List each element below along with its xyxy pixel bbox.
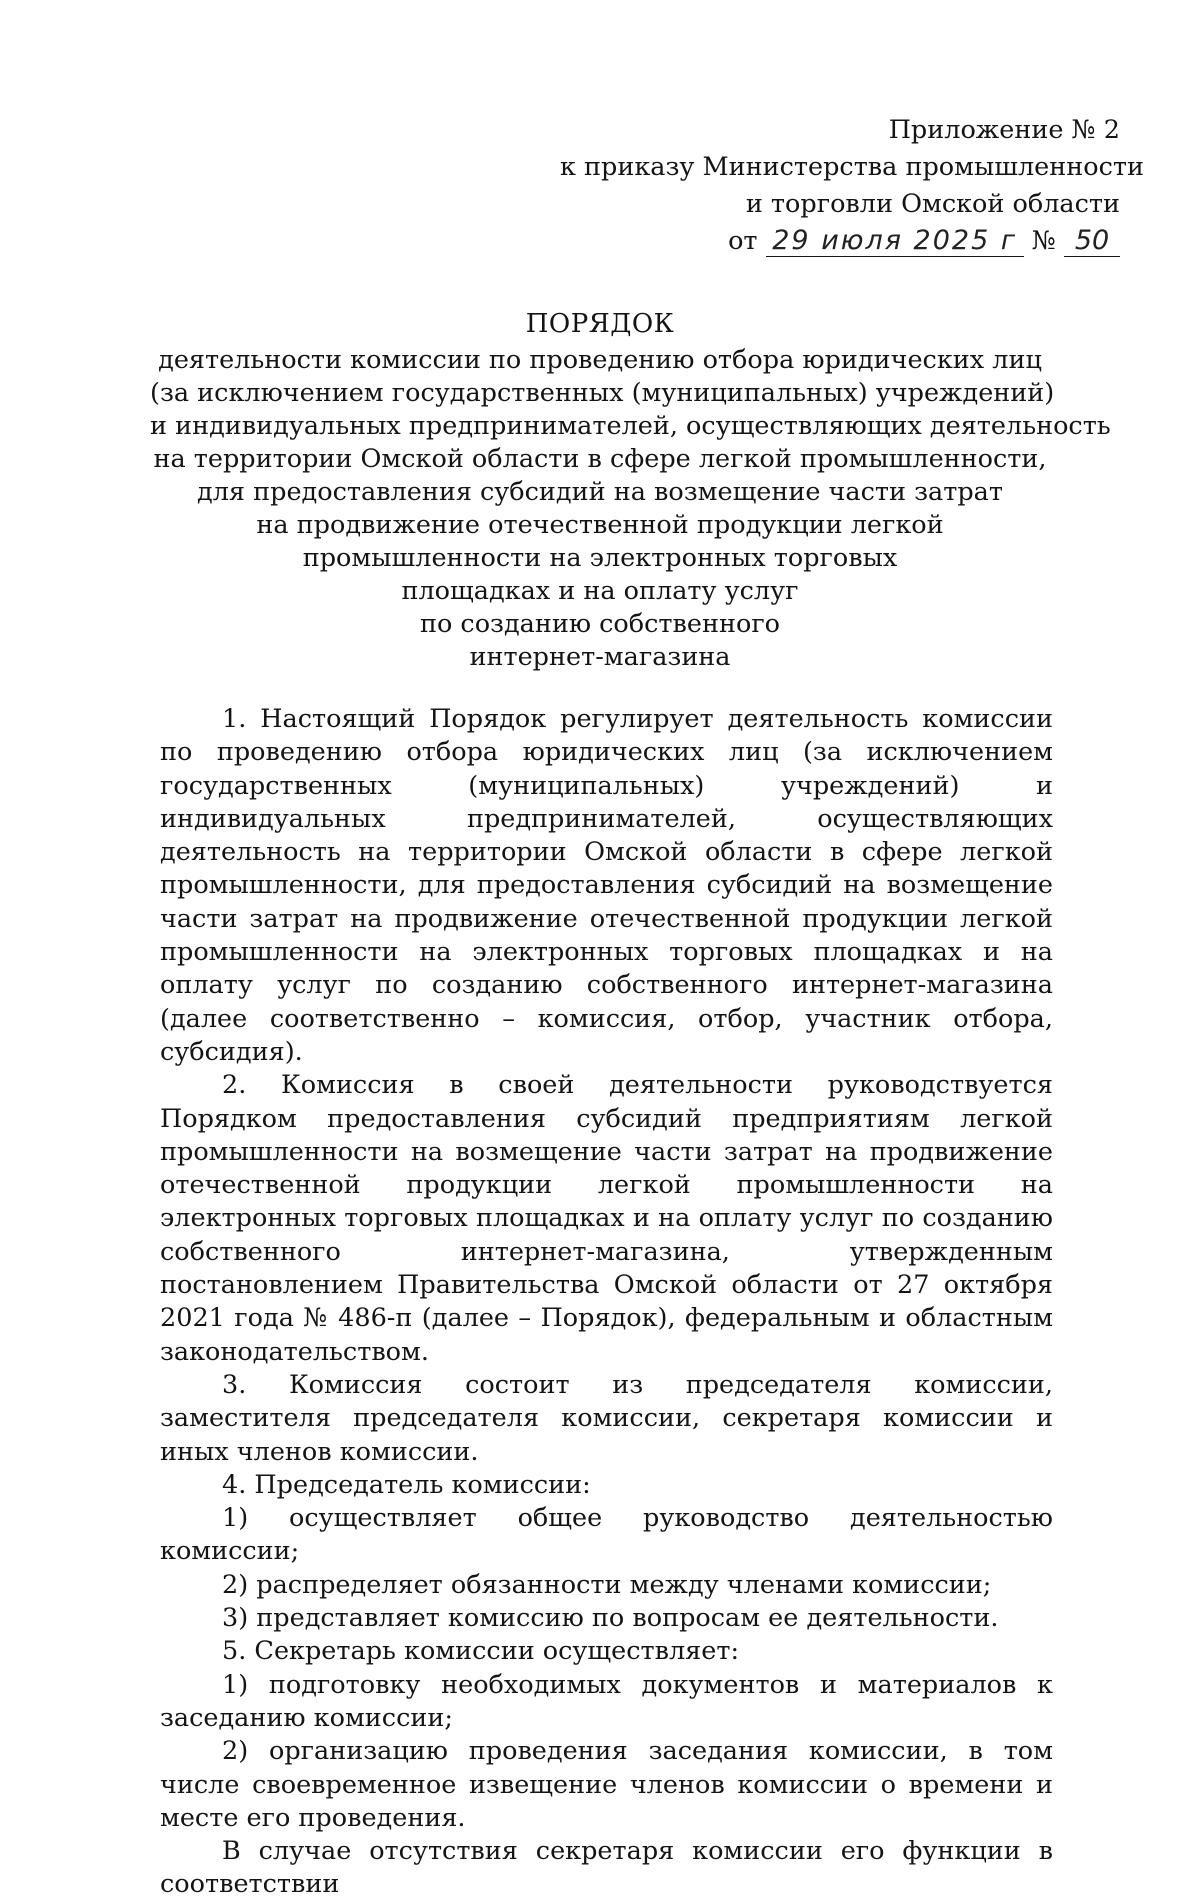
order-date-line (560, 223, 1120, 260)
document-title-block (150, 308, 1111, 674)
paragraph: В случае отсутствия секретаря комиссии его функции в соответствии (160, 1836, 1053, 1900)
paragraph: 2. Комиссия в своей деятельности руководствуется Порядком предоставления субсидий предприятиям легкой промышленности на возмещение части затрат на продвижение отечественной продукции легкой промышленности на электронных торговых площадках и на оплату услуг по созданию собственного интернет-магазина, утвержденным постановлением Правительства Омской области от 27 октября 2021 года № 486-п (далее – Порядок), федеральным и областным законодательством. (160, 1070, 1053, 1367)
number-prefix: № (1031, 226, 1056, 256)
appendix-ministry: и торговли Омской области (745, 189, 1120, 219)
title-line: площадках и на оплату услуг (401, 576, 799, 606)
handwritten-date: 29 июля 2025 г (766, 226, 1024, 257)
document-body (160, 703, 1053, 1902)
paragraph: 5. Секретарь комиссии осуществляет: (222, 1636, 740, 1667)
title-line: и индивидуальных предпринимателей, осуществляющих деятельность (150, 411, 1111, 441)
title-line: (за исключением государственных (муниципальных) учреждений) (150, 378, 1055, 408)
date-prefix: от (728, 226, 758, 256)
title-line: для предоставления субсидий на возмещение части затрат (197, 477, 1003, 507)
paragraph: 1. Настоящий Порядок регулирует деятельность комиссии по проведению отбора юридических лиц (за исключением государственных (муниципальных) учреждений) и индивидуальных предпринимателей, осуществляющих деятельность на территории Омской области в сфере легкой промышленности, для предоставления субсидий на возмещение части затрат на продвижение отечественной продукции легкой промышленности на электронных торговых площадках и на оплату услуг по созданию собственного интернет-магазина (далее соответственно – комиссия, отбор, участник отбора, субсидия). (160, 704, 1053, 1067)
title-line: промышленности на электронных торговых (302, 543, 898, 573)
title-line: интернет-магазина (469, 642, 731, 672)
title-line: деятельности комиссии по проведению отбора юридических лиц (158, 345, 1042, 375)
title-line: на продвижение отечественной продукции легкой (256, 510, 944, 540)
appendix-order-ref: к приказу Министерства промышленности (560, 152, 1144, 182)
title-line: на территории Омской области в сфере легкой промышленности, (153, 444, 1047, 474)
document-title: ПОРЯДОК (525, 309, 675, 339)
appendix-header (560, 112, 1144, 260)
paragraph: 3. Комиссия состоит из председателя комиссии, заместителя председателя комиссии, секретаря комиссии и иных членов комиссии. (160, 1369, 1053, 1467)
paragraph: 2) распределяет обязанности между членами комиссии; (222, 1569, 992, 1600)
paragraph: 1) осуществляет общее руководство деятельностью комиссии; (160, 1503, 1053, 1567)
appendix-number: Приложение № 2 (888, 115, 1120, 145)
paragraph: 4. Председатель комиссии: (222, 1469, 591, 1500)
paragraph: 3) представляет комиссию по вопросам ее деятельности. (222, 1603, 999, 1634)
paragraph: 1) подготовку необходимых документов и материалов к заседанию комиссии; (160, 1669, 1053, 1733)
paragraph: 2) организацию проведения заседания комиссии, в том числе своевременное извещение членов комиссии о времени и месте его проведения. (160, 1736, 1053, 1833)
title-line: по созданию собственного (419, 609, 781, 639)
handwritten-number: 50 (1064, 226, 1120, 257)
